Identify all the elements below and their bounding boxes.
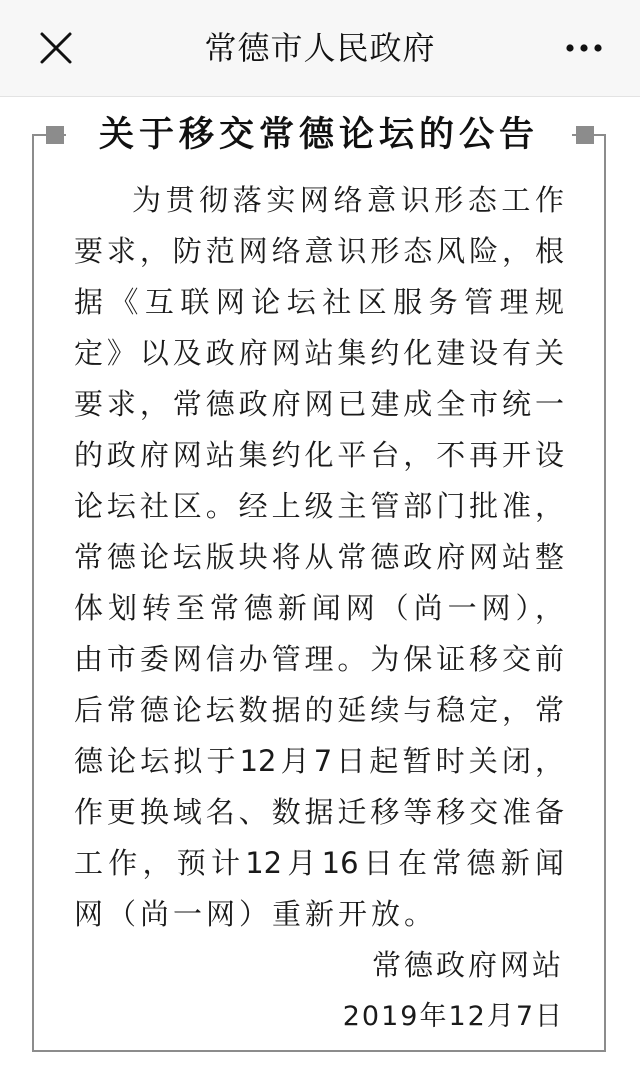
close-icon[interactable]	[36, 28, 76, 68]
body-line: 的政府网站集约化平台，不再开设	[74, 438, 564, 472]
body-line: 要求，防范网络意识形态风险，根	[74, 234, 564, 268]
frame-corner-square-right	[576, 126, 594, 144]
body-line: 工作，预计12月16日在常德新闻	[74, 846, 564, 880]
body-line: 定》以及政府网站集约化建设有关	[74, 336, 564, 370]
body-line: 德论坛拟于12月7日起暂时关闭，	[74, 744, 564, 778]
frame-corner-square-left	[46, 126, 64, 144]
body-line: 体划转至常德新闻网（尚一网），	[74, 591, 564, 625]
body-line: 网（尚一网）重新开放。	[74, 897, 438, 931]
page-title: 常德市人民政府	[204, 29, 436, 67]
more-icon[interactable]	[564, 30, 604, 66]
body-line: 后常德论坛数据的延续与稳定，常	[74, 693, 564, 727]
body-line: 由市委网信办管理。为保证移交前	[74, 642, 564, 676]
body-line: 为贯彻落实网络意识形态工作	[132, 183, 564, 217]
body-line: 要求，常德政府网已建成全市统一	[74, 387, 564, 421]
notice-title: 关于移交常德论坛的公告	[66, 108, 572, 162]
body-line: 常德论坛版块将从常德政府网站整	[74, 540, 564, 574]
top-nav-bar	[0, 0, 640, 97]
notice-body	[74, 175, 564, 1042]
body-line: 据《互联网论坛社区服务管理规	[74, 285, 564, 319]
more-button[interactable]	[564, 30, 604, 66]
body-line: 论坛社区。经上级主管部门批准，	[74, 489, 564, 523]
signature: 常德政府网站	[371, 948, 564, 982]
body-line: 作更换域名、数据迁移等移交准备	[74, 795, 564, 829]
close-button[interactable]	[36, 28, 76, 68]
publish-date: 2019年12月7日	[342, 1001, 564, 1032]
